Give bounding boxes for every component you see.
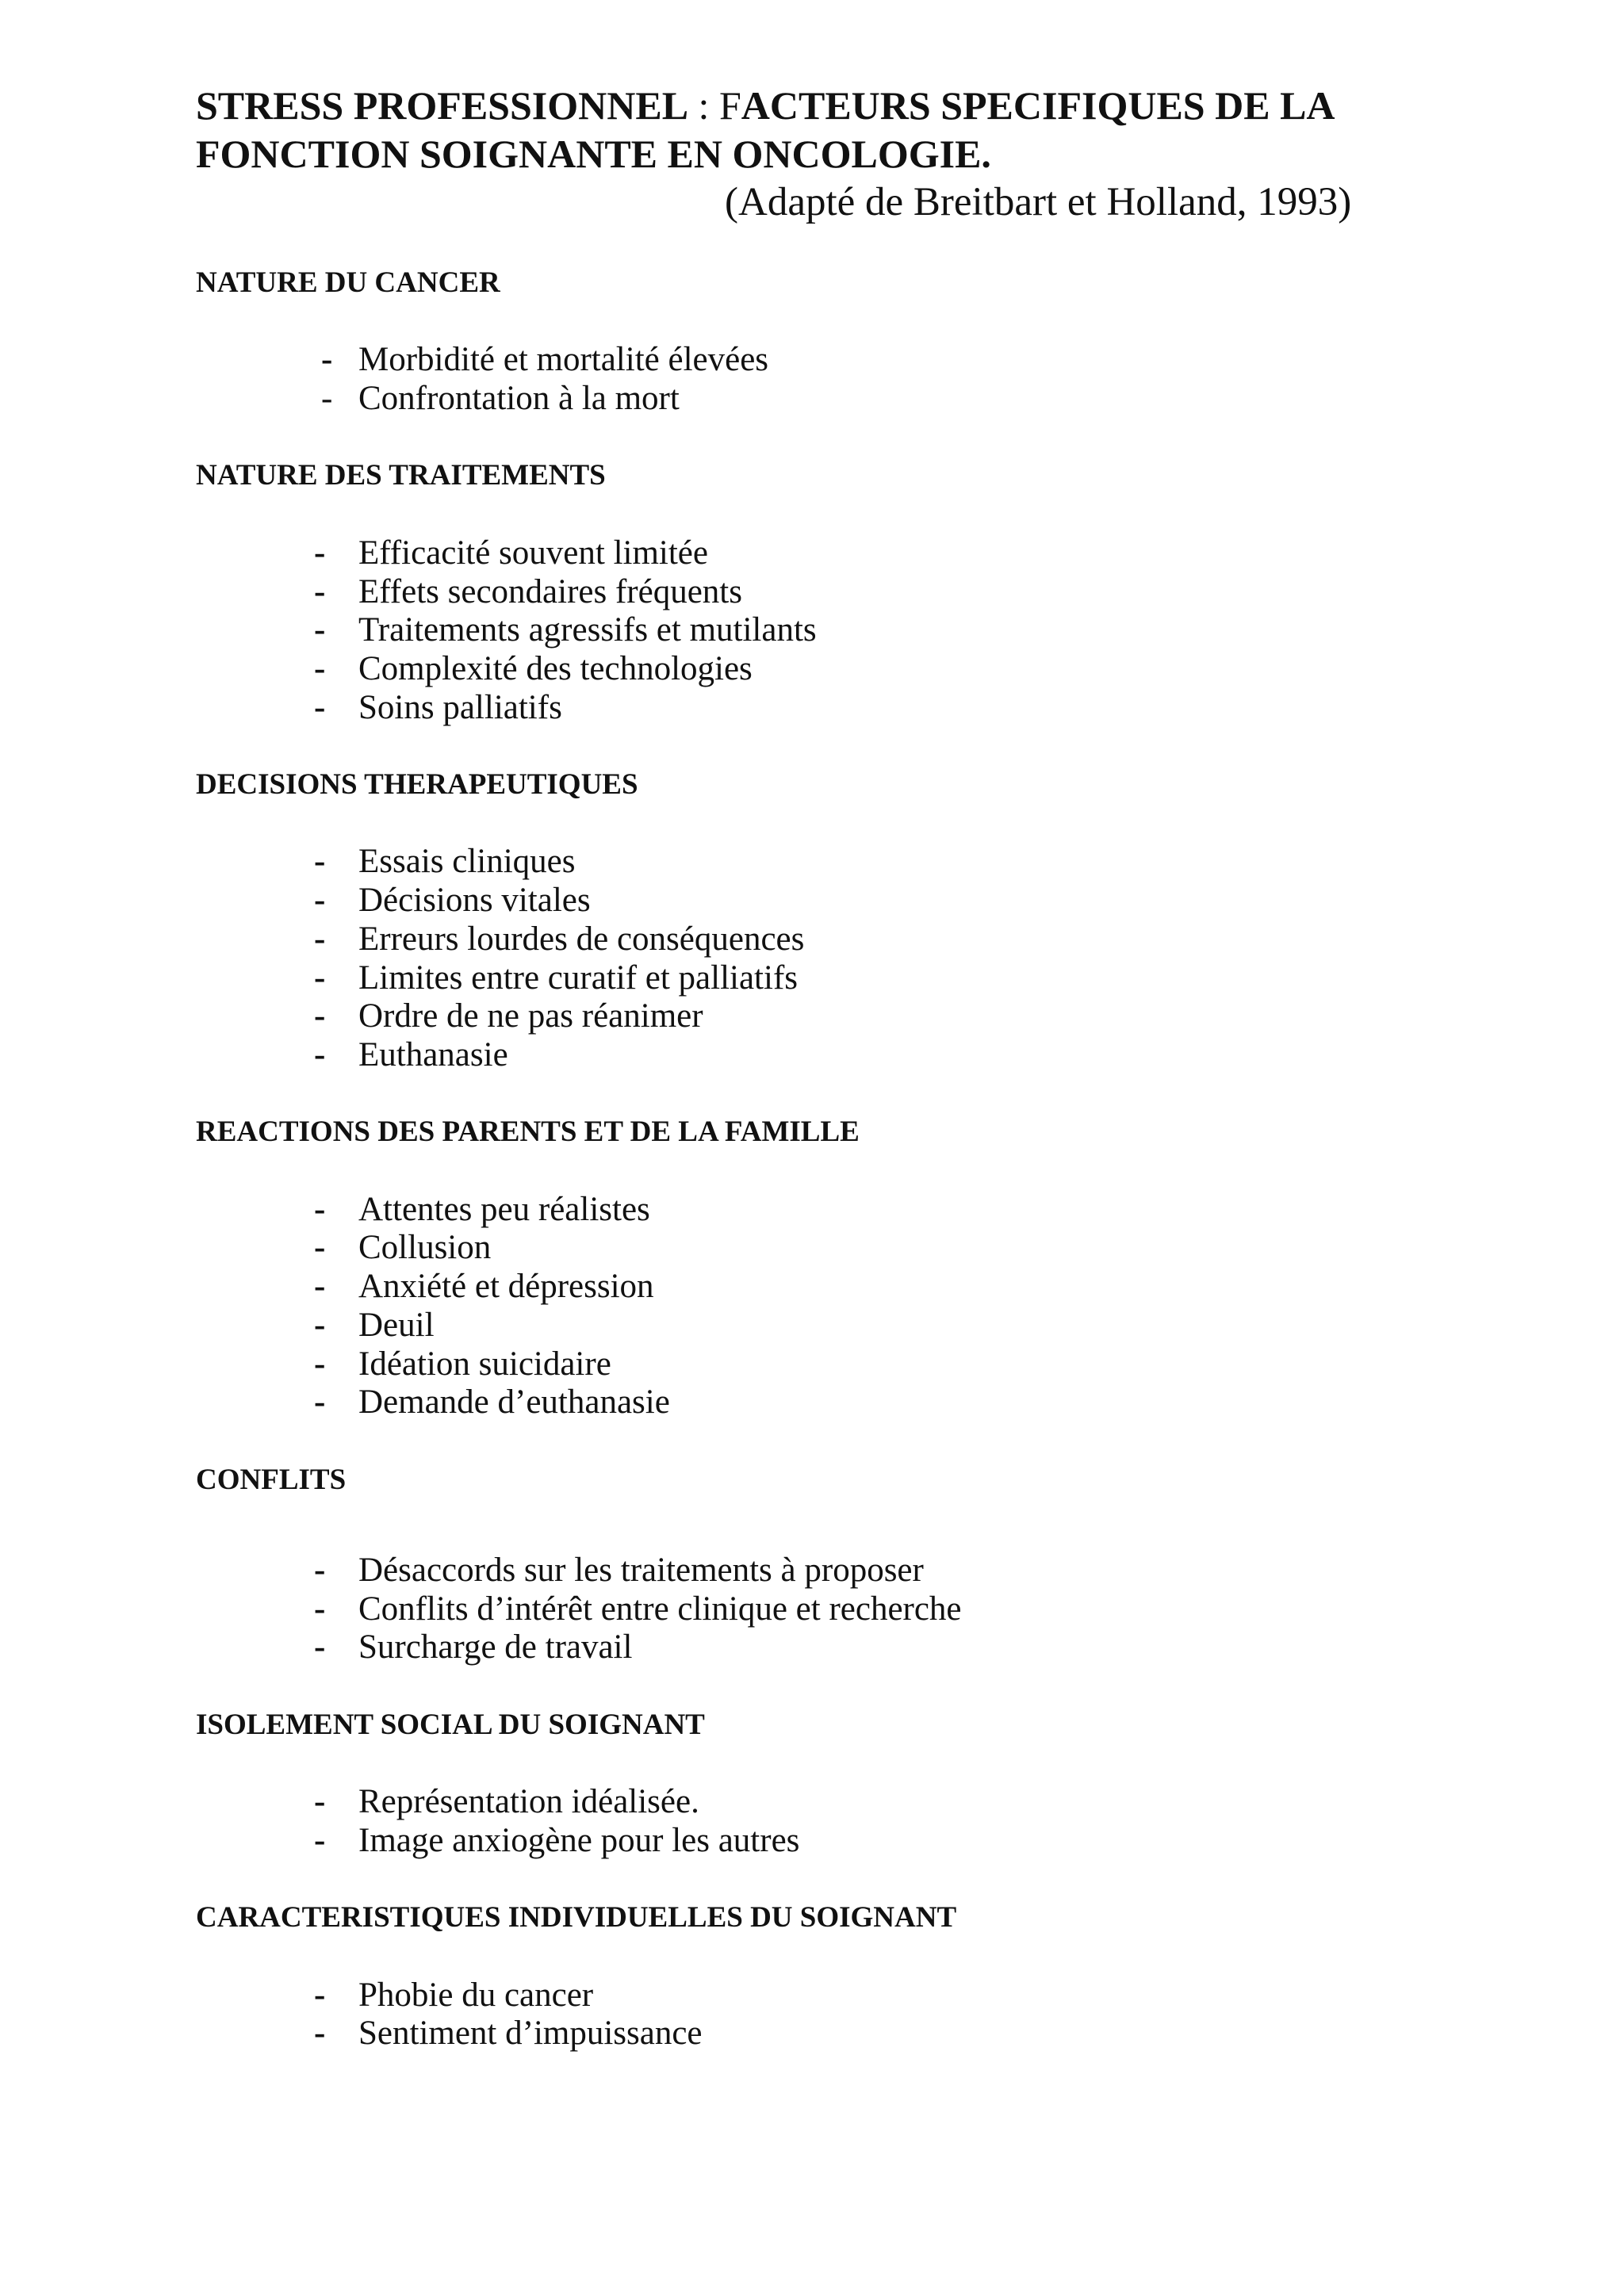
bullet-dash: -	[314, 1976, 326, 2014]
section-heading: NATURE DU CANCER	[196, 266, 500, 299]
list-item	[196, 1307, 1465, 1345]
list-item	[196, 1783, 1465, 1822]
title-text-start: STRESS PROFESSIONNEL	[196, 83, 689, 128]
list-item-text: Confrontation à la mort	[358, 380, 680, 418]
list-item	[196, 650, 1465, 689]
item-list	[196, 341, 1465, 418]
list-item	[196, 1590, 1465, 1629]
list-item	[196, 1345, 1465, 1384]
bullet-dash: -	[314, 611, 326, 649]
bullet-dash: -	[314, 1035, 326, 1073]
bullet-dash: -	[314, 1190, 326, 1228]
list-item	[196, 341, 1465, 380]
bullet-dash: -	[314, 1783, 326, 1821]
section-heading: REACTIONS DES PARENTS ET DE LA FAMILLE	[196, 1115, 860, 1149]
bullet-dash: -	[314, 572, 326, 610]
list-item	[196, 380, 1465, 419]
list-item-text: Demande d’euthanasie	[358, 1383, 670, 1422]
list-item-text: Collusion	[358, 1229, 492, 1267]
bullet-dash: -	[314, 1628, 326, 1667]
list-item-text: Essais cliniques	[358, 843, 576, 881]
bullet-dash: -	[314, 1268, 326, 1306]
list-item	[196, 534, 1465, 573]
bullet-dash: -	[314, 959, 326, 997]
bullet-dash: -	[314, 649, 326, 687]
list-item	[196, 920, 1465, 959]
sections	[196, 264, 1465, 2092]
item-list	[196, 1191, 1465, 1422]
list-item-text: Attentes peu réalistes	[358, 1190, 650, 1228]
list-item	[196, 1036, 1465, 1075]
bullet-dash: -	[314, 534, 326, 572]
bullet-dash: -	[314, 843, 326, 881]
bullet-dash: -	[314, 882, 326, 920]
bullet-dash: -	[314, 997, 326, 1035]
list-item	[196, 1822, 1465, 1861]
list-item	[196, 843, 1465, 882]
bullet-dash: -	[321, 341, 333, 379]
list-item-text: Idéation suicidaire	[358, 1345, 611, 1383]
bullet-dash: -	[314, 1821, 326, 1859]
list-item	[196, 1383, 1465, 1422]
list-item-text: Image anxiogène pour les autres	[358, 1821, 800, 1859]
list-item	[196, 2015, 1465, 2053]
section-reactions-parents-famille	[196, 1113, 1465, 1422]
list-item-text: Décisions vitales	[358, 882, 591, 920]
title-line-1	[196, 82, 1584, 130]
title-text-end: ACTEURS SPECIFIQUES DE LA	[741, 83, 1335, 128]
bullet-dash: -	[314, 1552, 326, 1590]
item-list	[196, 1976, 1465, 2053]
list-item	[196, 1976, 1465, 2015]
list-item	[196, 573, 1465, 612]
list-item-text: Limites entre curatif et palliatifs	[358, 959, 799, 997]
list-item	[196, 1191, 1465, 1230]
bullet-dash: -	[314, 920, 326, 958]
document-title	[196, 82, 1584, 227]
list-item-text: Complexité des technologies	[358, 649, 753, 687]
list-item-text: Ordre de ne pas réanimer	[358, 997, 703, 1035]
list-item-text: Euthanasie	[358, 1035, 508, 1073]
list-item-text: Morbidité et mortalité élevées	[358, 341, 769, 379]
section-heading: CONFLITS	[196, 1463, 347, 1496]
section-isolement-social	[196, 1706, 1465, 1861]
item-list	[196, 534, 1465, 728]
bullet-dash: -	[314, 1306, 326, 1344]
list-item-text: Erreurs lourdes de conséquences	[358, 920, 805, 958]
bullet-dash: -	[321, 380, 333, 418]
list-item-text: Conflits d’intérêt entre clinique et recherche	[358, 1590, 962, 1628]
section-heading: NATURE DES TRAITEMENTS	[196, 459, 606, 492]
list-item	[196, 1628, 1465, 1667]
list-item-text: Surcharge de travail	[358, 1628, 633, 1667]
section-conflits	[196, 1461, 1465, 1668]
list-item-text: Effets secondaires fréquents	[358, 572, 742, 610]
section-heading: DECISIONS THERAPEUTIQUES	[196, 768, 638, 802]
list-item-text: Représentation idéalisée.	[358, 1783, 699, 1821]
section-heading: ISOLEMENT SOCIAL DU SOIGNANT	[196, 1708, 705, 1741]
list-item	[196, 997, 1465, 1036]
section-nature-du-cancer	[196, 264, 1465, 419]
list-item-text: Anxiété et dépression	[358, 1268, 654, 1306]
bullet-dash: -	[314, 1345, 326, 1383]
list-item-text: Phobie du cancer	[358, 1976, 594, 2014]
section-decisions-therapeutiques	[196, 766, 1465, 1075]
list-item	[196, 1229, 1465, 1268]
bullet-dash: -	[314, 1590, 326, 1628]
section-heading: CARACTERISTIQUES INDIVIDUELLES DU SOIGNANT	[196, 1901, 957, 1934]
source-citation: (Adapté de Breitbart et Holland, 1993)	[725, 180, 1352, 224]
list-item-text: Désaccords sur les traitements à proposer	[358, 1552, 924, 1590]
list-item-text: Sentiment d’impuissance	[358, 2015, 703, 2053]
bullet-dash: -	[314, 2015, 326, 2053]
title-separator: : F	[688, 83, 741, 128]
item-list	[196, 1783, 1465, 1860]
list-item-text: Traitements agressifs et mutilants	[358, 611, 817, 649]
item-list	[196, 1552, 1465, 1667]
item-list	[196, 843, 1465, 1074]
list-item-text: Efficacité souvent limitée	[358, 534, 708, 572]
list-item	[196, 689, 1465, 728]
list-item-text: Deuil	[358, 1306, 435, 1344]
list-item	[196, 1268, 1465, 1307]
list-item	[196, 1552, 1465, 1590]
list-item	[196, 611, 1465, 650]
bullet-dash: -	[314, 1383, 326, 1422]
title-line-2: FONCTION SOIGNANTE EN ONCOLOGIE.	[196, 132, 991, 176]
bullet-dash: -	[314, 688, 326, 726]
bullet-dash: -	[314, 1229, 326, 1267]
list-item	[196, 882, 1465, 920]
section-nature-des-traitements	[196, 457, 1465, 727]
list-item	[196, 959, 1465, 998]
list-item-text: Soins palliatifs	[358, 688, 562, 726]
section-caracteristiques-individuelles	[196, 1899, 1465, 2053]
